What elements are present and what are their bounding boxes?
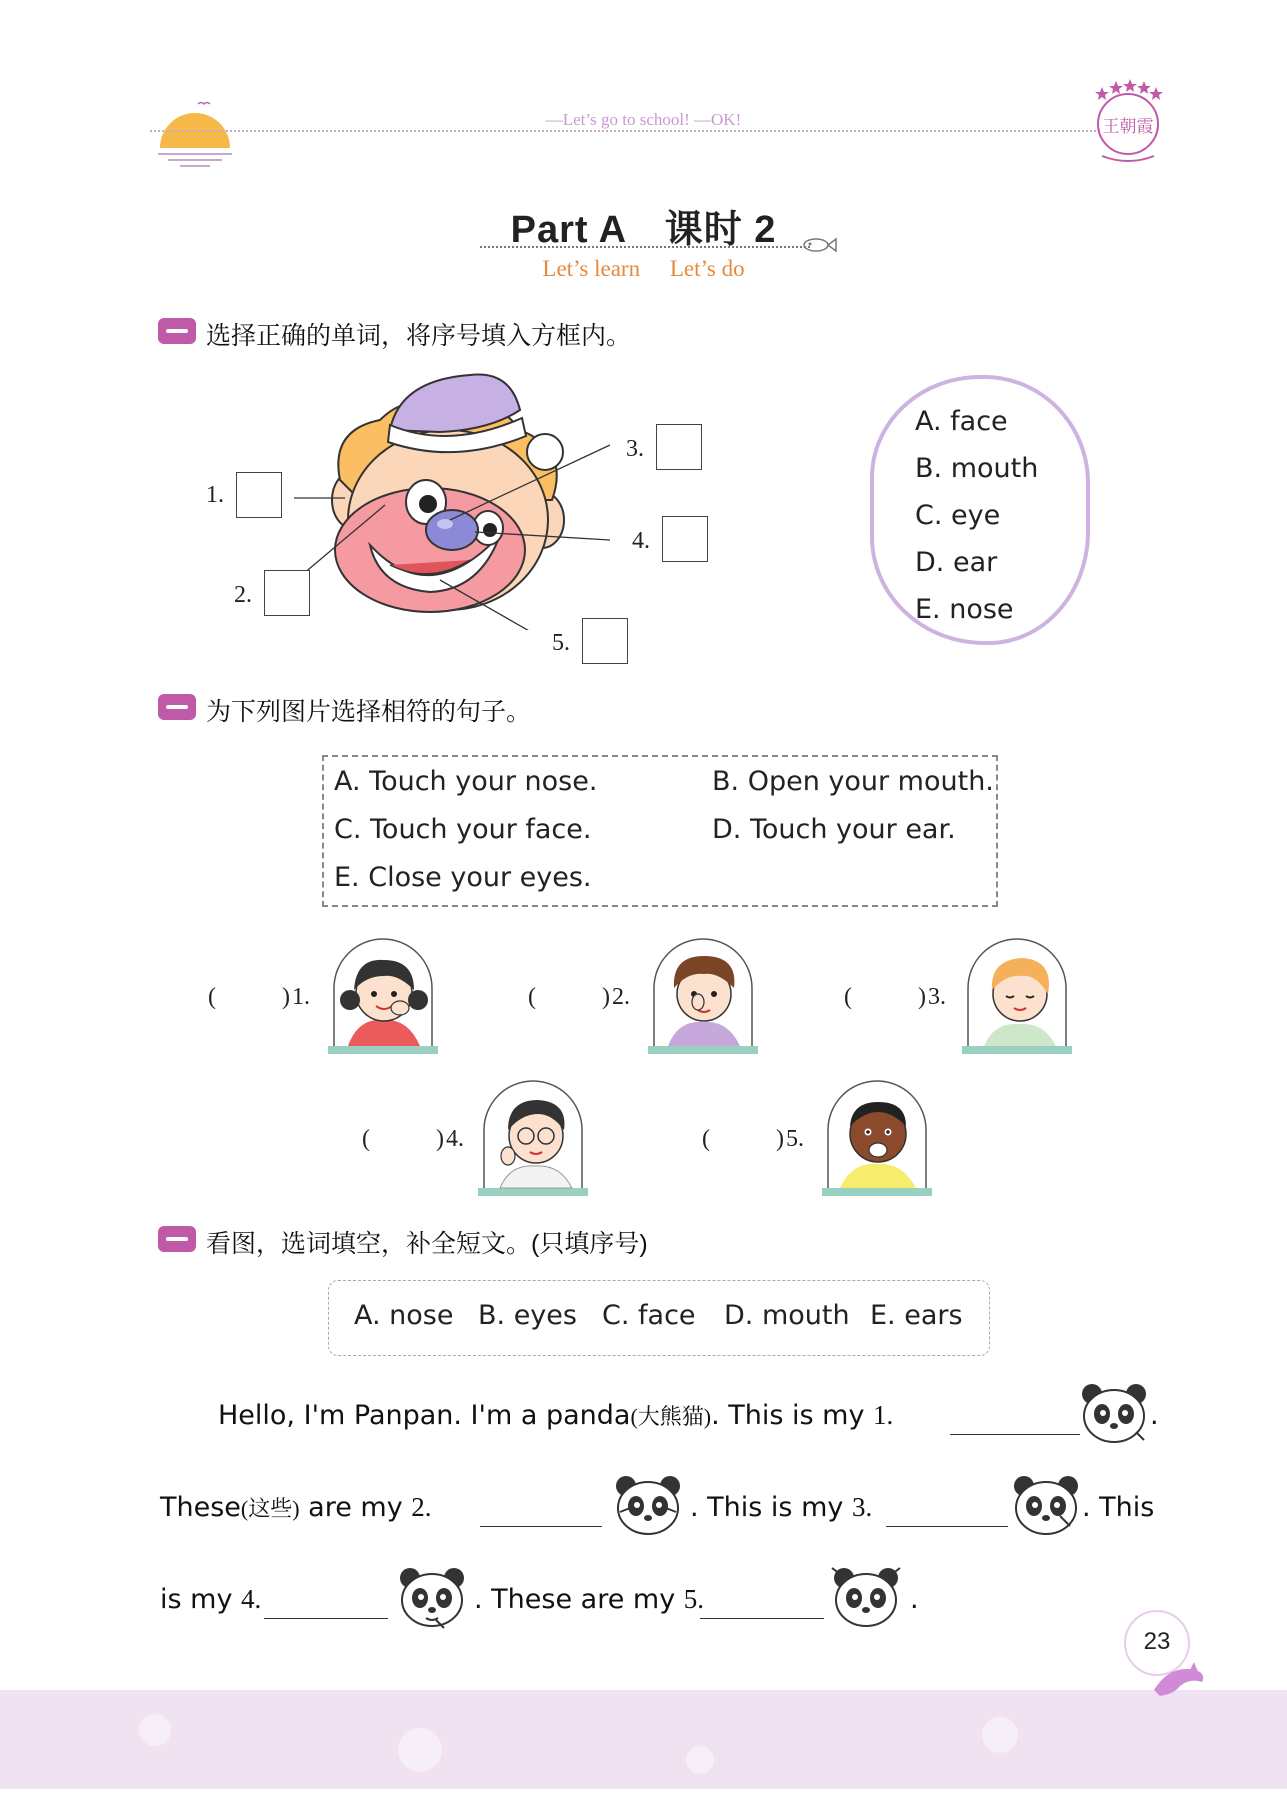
paren-open-3: ( (844, 984, 852, 1010)
section-1-instruction: 选择正确的单词，将序号填入方框内。 (206, 322, 632, 350)
answer-box-1[interactable] (236, 472, 282, 518)
line3-text-b: . These are my (474, 1584, 684, 1615)
header-slogan: —Let’s go to school! —OK! (545, 110, 742, 129)
fish-icon (800, 234, 840, 256)
line1-chinese: (大熊猫) (630, 1404, 712, 1429)
page-subtitle (0, 256, 1287, 282)
paren-close-5: ) (776, 1126, 784, 1152)
label-4: 4. (632, 528, 650, 554)
paren-open-5: ( (702, 1126, 710, 1152)
subtitle-lets-learn: Let’s learn (542, 256, 641, 281)
section-2-instruction: 为下列图片选择相符的句子。 (206, 698, 532, 726)
boy-open-mouth-picture (822, 1080, 932, 1198)
girl-touch-face-picture (328, 938, 438, 1056)
panda-eyes-icon (612, 1472, 684, 1538)
label-5: 5. (552, 630, 570, 656)
panda-nose-icon (1010, 1472, 1082, 1538)
option-a: A. Touch your nose. (334, 766, 598, 797)
panda-ears-icon (830, 1564, 902, 1630)
boy-close-eyes-picture (962, 938, 1072, 1056)
panda-mouth-icon (396, 1564, 468, 1630)
title-rule (480, 246, 810, 248)
section-2-badge (158, 694, 196, 720)
option-c: C. Touch your face. (334, 814, 592, 845)
dolphin-icon (1150, 1660, 1210, 1702)
line1-end: . (1150, 1400, 1159, 1431)
word-e: E. ears (870, 1300, 963, 1331)
line3-text-a: is my (160, 1584, 242, 1615)
choice-d: D. ear (915, 547, 998, 578)
line2-end: . This (1082, 1492, 1155, 1523)
choice-e: E. nose (915, 594, 1014, 625)
item-label-2: 2. (612, 984, 630, 1010)
choice-c: C. eye (915, 500, 1001, 531)
passage-line-1 (218, 1400, 893, 1431)
answer-blank-4[interactable] (380, 1122, 436, 1152)
line3-number-5: 5. (683, 1584, 705, 1614)
line2-number-2: 2. (411, 1492, 432, 1522)
item-label-3: 3. (928, 984, 946, 1010)
paren-close-1: ) (282, 984, 290, 1010)
page-number: 23 (1143, 1628, 1171, 1655)
blank-3[interactable] (886, 1496, 1008, 1527)
label-2: 2. (234, 582, 252, 608)
clown-face-illustration (290, 370, 610, 630)
word-a: A. nose (354, 1300, 454, 1331)
answer-box-3[interactable] (656, 424, 702, 470)
sunset-icon (158, 96, 232, 170)
choice-b: B. mouth (915, 453, 1039, 484)
word-c: C. face (602, 1300, 696, 1331)
paren-close-2: ) (602, 984, 610, 1010)
blank-5[interactable] (700, 1588, 824, 1619)
option-d: D. Touch your ear. (712, 814, 956, 845)
line2-text-a: These (160, 1492, 241, 1523)
blank-4[interactable] (264, 1588, 388, 1619)
passage-line-3b (474, 1584, 704, 1615)
boy-touch-ear-picture (478, 1080, 588, 1198)
passage-line-3a (160, 1584, 261, 1615)
answer-box-4[interactable] (662, 516, 708, 562)
line1-text-b: . This is my (711, 1400, 874, 1431)
answer-box-2[interactable] (264, 570, 310, 616)
section-1-badge (158, 318, 196, 344)
line2-chinese: (这些) (240, 1496, 300, 1521)
blank-2[interactable] (480, 1496, 602, 1527)
option-b: B. Open your mouth. (712, 766, 994, 797)
section-3-badge (158, 1226, 196, 1252)
boy-touch-nose-picture (648, 938, 758, 1056)
line1-text-a: Hello, I'm Panpan. I'm a panda (218, 1400, 631, 1431)
option-e: E. Close your eyes. (334, 862, 592, 893)
page-title: Part A 课时 2 (510, 209, 777, 251)
item-label-1: 1. (292, 984, 310, 1010)
answer-blank-5[interactable] (720, 1122, 776, 1152)
blank-1[interactable] (950, 1404, 1080, 1435)
line2-text-b: are my (299, 1492, 412, 1523)
line3-number-4: 4. (241, 1584, 262, 1614)
logo-text: 王朝霞 (1102, 117, 1154, 137)
header-rule (150, 130, 1100, 132)
line3-end: . (910, 1584, 919, 1615)
choice-a: A. face (915, 406, 1008, 437)
item-label-5: 5. (786, 1126, 804, 1152)
paren-close-3: ) (918, 984, 926, 1010)
publisher-logo (1088, 78, 1168, 166)
paren-close-4: ) (436, 1126, 444, 1152)
section-3-instruction: 看图，选词填空，补全短文。(只填序号) (206, 1230, 648, 1258)
label-1: 1. (206, 482, 224, 508)
passage-line-2a (160, 1492, 432, 1523)
line1-number: 1. (873, 1400, 894, 1430)
line2-number-3: 3. (851, 1492, 873, 1522)
panda-face-icon (1078, 1380, 1150, 1446)
label-3: 3. (626, 436, 644, 462)
answer-box-5[interactable] (582, 618, 628, 664)
subtitle-lets-do: Let’s do (669, 256, 745, 281)
paren-open-4: ( (362, 1126, 370, 1152)
answer-blank-2[interactable] (546, 980, 602, 1010)
footer-band (0, 1690, 1287, 1789)
paren-open-1: ( (208, 984, 216, 1010)
answer-blank-3[interactable] (862, 980, 918, 1010)
item-label-4: 4. (446, 1126, 464, 1152)
word-b: B. eyes (478, 1300, 577, 1331)
answer-blank-1[interactable] (226, 980, 282, 1010)
paren-open-2: ( (528, 984, 536, 1010)
word-d: D. mouth (724, 1300, 850, 1331)
line2-text-c: . This is my (690, 1492, 852, 1523)
passage-line-2b (690, 1492, 872, 1523)
